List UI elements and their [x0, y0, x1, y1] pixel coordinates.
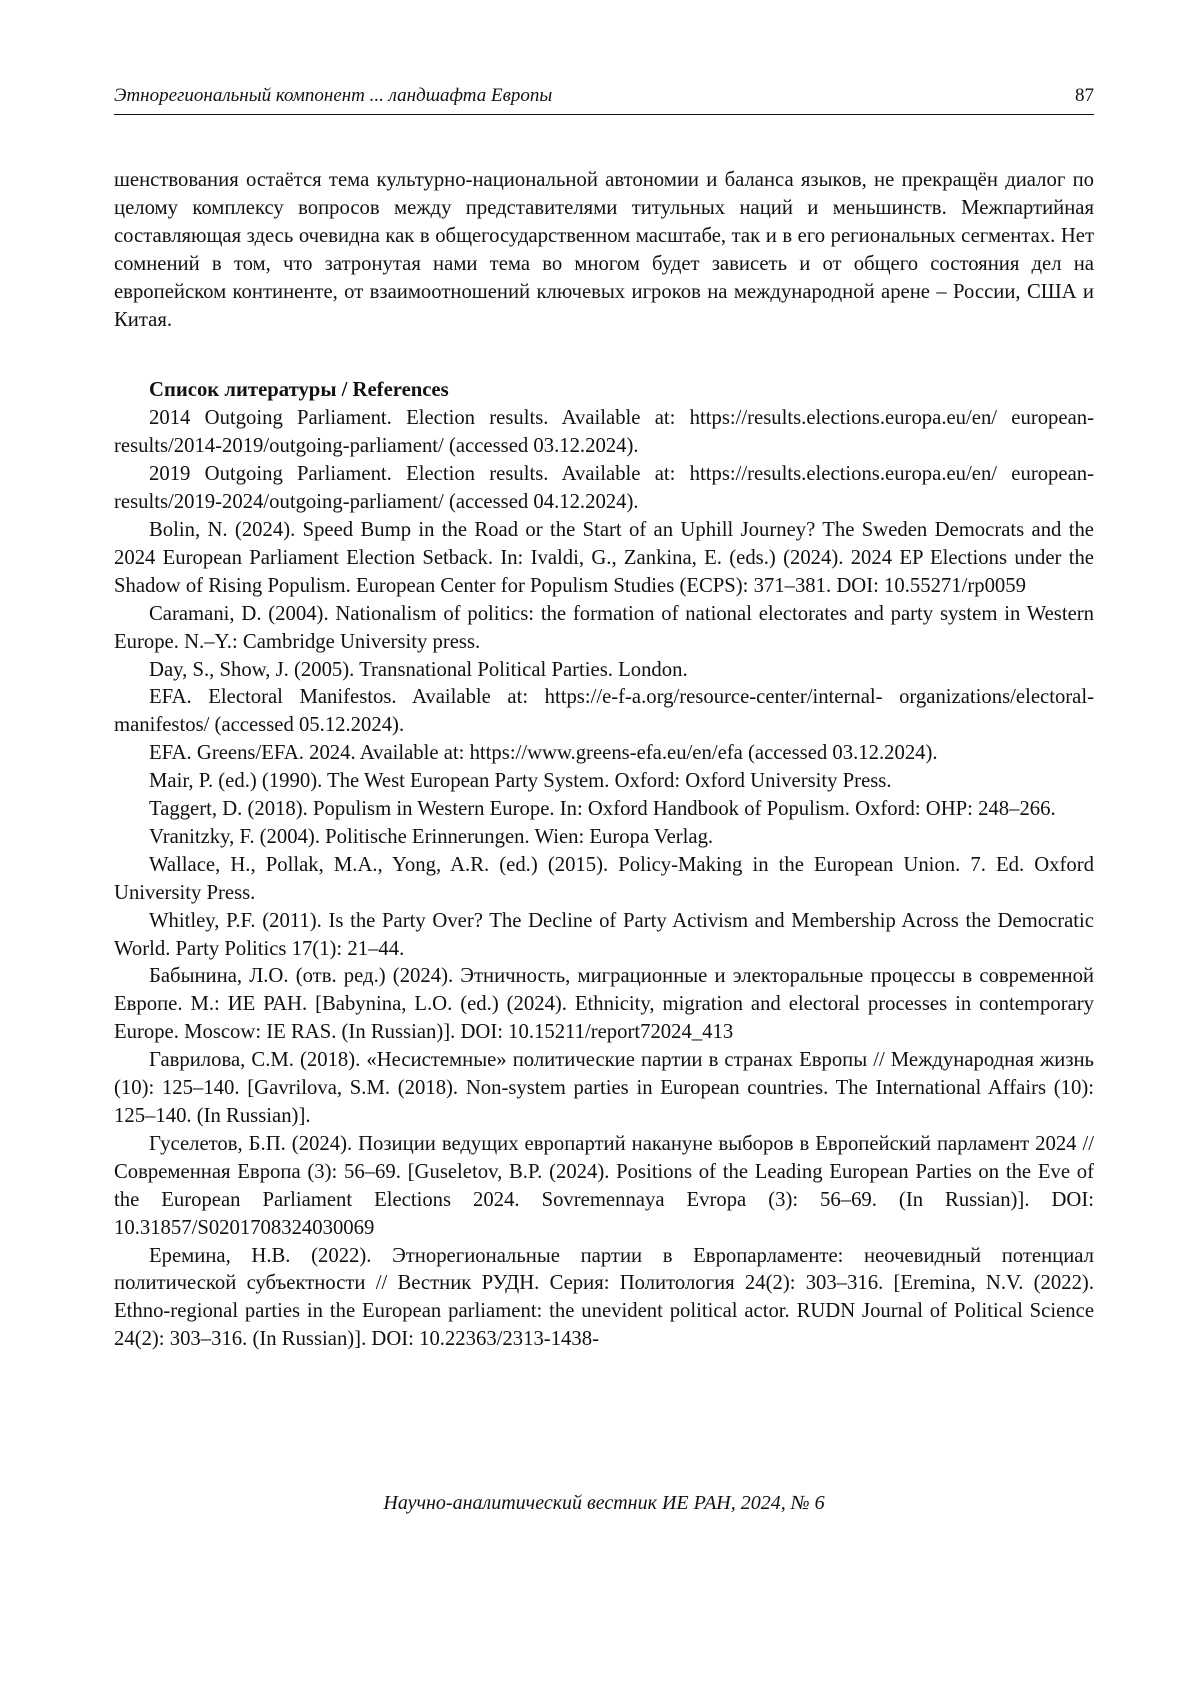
running-footer: Научно-аналитический вестник ИЕ РАН, 2024, № 6: [383, 1492, 825, 1514]
reference-item: 2014 Outgoing Parliament. Election results. Available at: https://results.elections.europa.eu/en/ european-results/2014-2019/outgoing-parliament/ (accessed 03.12.2024).: [114, 407, 1094, 458]
reference-item: Гуселетов, Б.П. (2024). Позиции ведущих европартий накануне выборов в Европейский парламент 2024 // Современная Европа (3): 56–69. [Guseletov, B.P. (2024). Positions of the Leading European Parties on the Eve of the European Parliament Elections 2024. Sovremennaya Evropa (3): 56–69. (In Russian)]. DOI: 10.31857/S0201708324030069: [114, 1132, 1094, 1239]
reference-item: Day, S., Show, J. (2005). Transnational Political Parties. London.: [149, 658, 688, 681]
running-header-title: Этнорегиональный компонент ... ландшафта Европы: [114, 85, 553, 106]
reference-item: EFA. Electoral Manifestos. Available at: https://e-f-a.org/resource-center/internal- organizations/electoral-manifestos/ (accessed 05.12.2024).: [114, 686, 1094, 737]
reference-item: Bolin, N. (2024). Speed Bump in the Road or the Start of an Uphill Journey? The Sweden Democrats and the 2024 European Parliament Election Setback. In: Ivaldi, G., Zankina, E. (eds.) (2024). 2024 EP Elections under the Shadow of Rising Populism. European Center for Populism Studies (ECPS): 371–381. DOI: 10.55271/rp0059: [114, 518, 1094, 597]
reference-item: EFA. Greens/EFA. 2024. Available at: https://www.greens-efa.eu/en/efa (accessed 03.12.2024).: [149, 742, 938, 765]
reference-item: Еремина, Н.В. (2022). Этнорегиональные партии в Европарламенте: неочевидный потенциал политической субъектности // Вестник РУДН. Серия: Политология 24(2): 303–316. [Eremina, N.V. (2022). Ethno-regional parties in the European parliament: the unevident political actor. RUDN Journal of Political Science 24(2): 303–316. (In Russian)]. DOI: 10.22363/2313-1438-: [114, 1244, 1094, 1351]
references-heading: Список литературы / References: [149, 379, 449, 402]
reference-item: Wallace, H., Pollak, M.A., Yong, A.R. (ed.) (2015). Policy-Making in the European Union. 7. Ed. Oxford University Press.: [114, 853, 1094, 904]
references-list: [114, 405, 1094, 1354]
body-paragraph: шенствования остаётся тема культурно-национальной автономии и баланса языков, не прекращён диалог по целому комплексу вопросов между представителями титульных наций и меньшинств. Межпартийная составляющая здесь очевидна как в общегосударственном масштабе, так и в его региональных сегментах. Нет сомнений в том, что затронутая нами тема во многом будет зависеть и от общего состояния дел на европейском континенте, от взаимоотношений ключевых игроков на международной арене – России, США и Китая.: [114, 169, 1094, 331]
page-number: 87: [1075, 85, 1094, 106]
reference-item: Taggert, D. (2018). Populism in Western Europe. In: Oxford Handbook of Populism. Oxford: OHP: 248–266.: [149, 798, 1056, 821]
header-divider: [114, 114, 1094, 115]
reference-item: Caramani, D. (2004). Nationalism of politics: the formation of national electorates and party system in Western Europe. N.–Y.: Cambridge University press.: [114, 602, 1094, 653]
reference-item: Гаврилова, С.М. (2018). «Несистемные» политические партии в странах Европы // Международная жизнь (10): 125–140. [Gavrilova, S.M. (2018). Non-system parties in European countries. The International Affairs (10): 125–140. (In Russian)].: [114, 1049, 1094, 1127]
reference-item: Бабынина, Л.О. (отв. ред.) (2024). Этничность, миграционные и электоральные процессы в современной Европе. М.: ИЕ РАН. [Babynina, L.O. (ed.) (2024). Ethnicity, migration and electoral processes in contemporary Europe. Moscow: IE RAS. (In Russian)]. DOI: 10.15211/report72024_413: [114, 965, 1094, 1044]
running-header: [114, 84, 1094, 108]
reference-item: Whitley, P.F. (2011). Is the Party Over? The Decline of Party Activism and Membership Across the Democratic World. Party Politics 17(1): 21–44.: [114, 909, 1094, 960]
reference-item: Vranitzky, F. (2004). Politische Erinnerungen. Wien: Europa Verlag.: [149, 825, 714, 848]
reference-item: Mair, P. (ed.) (1990). The West European Party System. Oxford: Oxford University Press.: [149, 770, 892, 793]
page-content: [114, 167, 1094, 1354]
reference-item: 2019 Outgoing Parliament. Election results. Available at: https://results.elections.europa.eu/en/ european-results/2019-2024/outgoing-parliament/ (accessed 04.12.2024).: [114, 463, 1094, 514]
